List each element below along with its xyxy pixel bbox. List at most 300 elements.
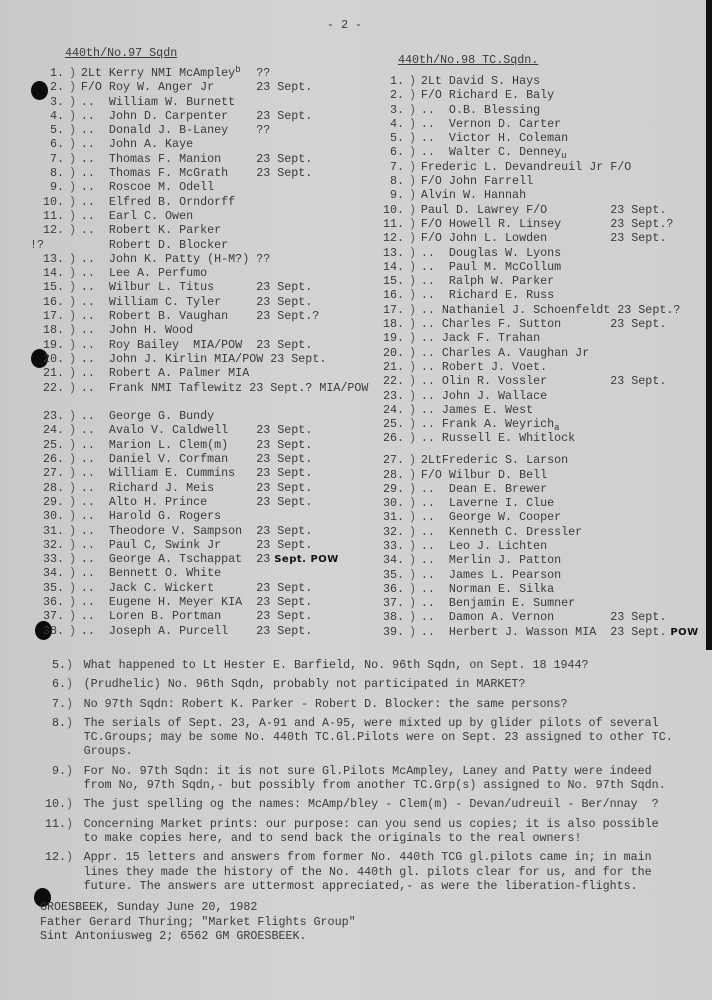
- pilot-row: [376, 346, 699, 360]
- pilot-row: [376, 174, 699, 188]
- pilot-name: [421, 103, 610, 117]
- pilot-row: [376, 203, 699, 217]
- pilot-name-text: .. Herbert J. Wasson MIA: [420, 624, 597, 639]
- pilot-name-text: .. O.B. Blessing: [420, 102, 541, 117]
- row-number: 16.: [383, 288, 405, 303]
- row-number: 24.: [43, 423, 65, 438]
- pilot-name-text: .. John D. Carpenter: [80, 108, 229, 123]
- row-number: 12.: [43, 223, 65, 238]
- pilot-row: [376, 374, 699, 388]
- pilot-name-text: F/O John Farrell: [420, 174, 534, 189]
- pilot-row: [36, 595, 339, 609]
- pilot-row: [376, 117, 699, 131]
- row-number: 21.: [383, 359, 405, 374]
- row-number: 13.: [383, 245, 405, 260]
- pilot-row: [376, 625, 699, 639]
- pilot-row: [376, 131, 699, 145]
- row-number: 34.: [383, 553, 405, 568]
- pilot-name-text: .. Jack F. Trahan: [420, 331, 541, 346]
- bracket: ): [408, 496, 416, 511]
- row-number: 30.: [383, 496, 405, 511]
- mission-date: 23 Sept.: [256, 494, 313, 509]
- pilot-name-text: .. Nathaniel J. Schoenfeldt 23 Sept.?: [420, 302, 681, 317]
- pilot-name: [421, 468, 610, 482]
- pilot-row: [36, 309, 339, 323]
- pilot-name-text: .. John J. Wallace: [420, 388, 548, 403]
- left-column-title: 440th/No.97 Sqdn: [65, 46, 178, 60]
- pilot-row: [376, 453, 699, 467]
- note-number: 10.: [45, 797, 67, 812]
- row-number: 16.: [43, 294, 65, 309]
- row-number: 2.: [50, 80, 65, 95]
- bracket: ): [408, 481, 416, 496]
- pilot-name-text: 2Lt David S. Hays: [420, 74, 541, 88]
- pilot-name-text: .. George A. Tschappat: [80, 552, 243, 567]
- pilot-name: [81, 238, 256, 252]
- mission-date: 23 Sept.: [256, 337, 313, 352]
- pilot-row: [36, 223, 339, 237]
- bracket: ): [408, 417, 416, 432]
- bracket: ): [408, 259, 416, 274]
- pilot-row: [36, 95, 339, 109]
- bracket: ): [68, 108, 76, 123]
- row-number: 28.: [43, 480, 65, 495]
- note-item: [38, 817, 673, 846]
- bracket: ): [408, 345, 416, 360]
- row-number: 3.: [50, 94, 65, 109]
- mission-date: 23 Sept.: [610, 624, 667, 639]
- bracket: ): [408, 553, 416, 568]
- row-number: 17.: [43, 309, 65, 324]
- note-item: [38, 677, 673, 691]
- pilot-row: [376, 510, 699, 524]
- row-number: 26.: [43, 452, 65, 467]
- row-number: 5.: [390, 131, 405, 146]
- signature-block: [40, 900, 356, 944]
- bracket: ): [66, 677, 74, 692]
- bracket: ): [68, 323, 76, 338]
- pilot-name: [81, 409, 256, 423]
- note-line: TC.Groups; may be some No. 440th TC.Gl.Pilots were on Sept. 23 assigned to other TC.: [83, 730, 673, 745]
- pilot-row: [36, 195, 339, 209]
- bracket: ): [408, 374, 416, 389]
- pilot-row: [36, 137, 339, 151]
- bracket: ): [408, 188, 416, 203]
- pilot-name-text: .. Frank NMI Taflewitz 23 Sept.? MIA/POW: [80, 380, 369, 395]
- pilot-name-text: .. Harold G. Rogers: [80, 509, 222, 524]
- pilot-name-text: .. Daniel V. Corfman: [80, 452, 229, 467]
- row-number: 2.: [390, 88, 405, 103]
- pilot-row: [376, 74, 699, 88]
- sender-address: Sint Antoniusweg 2; 6562 GM GROESBEEK.: [40, 929, 307, 943]
- pilot-name-text: .. Robert K. Parker: [80, 223, 222, 238]
- note-line: Groups.: [83, 744, 133, 759]
- bracket: ): [408, 245, 416, 260]
- row-number: 19.: [383, 331, 405, 346]
- row-number: 26.: [383, 431, 405, 446]
- pilot-name-text: .. Douglas W. Lyons: [420, 245, 562, 260]
- row-number: 33.: [43, 552, 65, 567]
- pilot-name: [421, 274, 610, 288]
- pilot-name-text: .. Paul C, Swink Jr: [80, 537, 222, 552]
- bracket: ): [68, 609, 76, 624]
- mission-date: 23 Sept.: [610, 202, 667, 217]
- mission-date: 23 Sept.?: [610, 216, 674, 231]
- pilot-name: [421, 331, 610, 345]
- row-number: 10.: [383, 202, 405, 217]
- bracket: ): [408, 467, 416, 482]
- pilot-name-text: .. John J. Kirlin MIA/POW 23 Sept.: [80, 351, 327, 366]
- pilot-name: [81, 80, 256, 94]
- pilot-name: [421, 389, 610, 403]
- bracket: ): [408, 581, 416, 596]
- note-line: For No. 97th Sqdn: it is not sure Gl.Pilots McAmpley, Laney and Patty were indeed: [83, 763, 652, 778]
- bracket: ): [68, 294, 76, 309]
- bracket: ): [68, 223, 76, 238]
- bracket: ): [408, 359, 416, 374]
- pilot-name-text: .. Richard J. Meis: [80, 480, 215, 495]
- pilot-row: [376, 553, 699, 567]
- row-number: 18.: [383, 317, 405, 332]
- bracket: ): [68, 452, 76, 467]
- mission-date: 23 Sept.: [256, 80, 313, 95]
- bracket: ): [68, 280, 76, 295]
- pilot-row: [36, 280, 339, 294]
- note-text: [84, 850, 652, 893]
- mission-date: 23 Sept.: [256, 580, 313, 595]
- row-number: 7.: [390, 159, 405, 174]
- pilot-row: [376, 582, 699, 596]
- bracket: ): [66, 850, 74, 865]
- row-number: 6.: [50, 137, 65, 152]
- pilot-name: [81, 366, 256, 380]
- pilot-name-text: .. Dean E. Brewer: [420, 481, 548, 496]
- row-number: 30.: [43, 509, 65, 524]
- bracket: ): [408, 159, 416, 174]
- pilot-row: [36, 438, 339, 452]
- bracket: ): [408, 567, 416, 582]
- pilot-name: [81, 109, 256, 123]
- bracket: ): [68, 566, 76, 581]
- pilot-row: [36, 609, 339, 623]
- pilot-name-text: .. Elfred B. Orndorff: [80, 194, 236, 209]
- pilot-row: [376, 303, 699, 317]
- pilot-name: [420, 302, 681, 317]
- pilot-row: [36, 481, 339, 495]
- note-item: [38, 658, 673, 672]
- pilot-name-text: .. George G. Bundy: [80, 409, 215, 424]
- pilot-name: [421, 288, 610, 302]
- bracket: ): [408, 317, 416, 332]
- pilot-row: [376, 188, 699, 202]
- pilot-name: [421, 582, 610, 596]
- bracket: ): [68, 480, 76, 495]
- bracket: ): [68, 523, 76, 538]
- pilot-name: [81, 581, 256, 595]
- bracket: ): [68, 94, 76, 109]
- pilot-row: [376, 568, 699, 582]
- pilot-name: [421, 360, 610, 374]
- bracket: ): [68, 366, 76, 381]
- note-line: The serials of Sept. 23, A-91 and A-95, were mixted up by glider pilots of several: [83, 715, 659, 730]
- bracket: ): [68, 351, 76, 366]
- pilot-name-text: .. Charles F. Sutton: [420, 317, 562, 332]
- bracket: ): [408, 145, 416, 160]
- pilot-name-text: .. Lee A. Perfumo: [80, 266, 208, 281]
- pilot-row: [36, 466, 339, 480]
- row-number: 7.: [50, 151, 65, 166]
- mission-date: ??: [256, 66, 271, 80]
- pilot-name-text: Paul D. Lawrey F/O: [420, 202, 548, 217]
- bracket: ): [68, 423, 76, 438]
- pilot-row: [376, 360, 699, 374]
- pilot-name-text: F/O Wilbur D. Bell: [420, 467, 548, 482]
- pilot-name-text: .. John K. Patty (H-M?) ??: [80, 251, 271, 266]
- pilot-name: [81, 438, 256, 452]
- pilot-name-text: .. Victor H. Coleman: [420, 131, 569, 146]
- row-number: 4.: [50, 108, 65, 123]
- bracket: ): [408, 596, 416, 611]
- mission-date: 23 Sept.: [256, 166, 313, 181]
- pilot-name: [421, 217, 610, 231]
- bracket: ): [408, 202, 416, 217]
- note-text: [84, 817, 659, 846]
- pilot-name-text: .. James L. Pearson: [420, 567, 562, 582]
- pilot-name: [421, 131, 610, 145]
- correction-mark: u: [561, 151, 567, 162]
- pilot-row: [376, 103, 699, 117]
- row-number: 31.: [43, 523, 65, 538]
- pilot-name: [81, 166, 256, 180]
- note-number: 5.: [52, 658, 67, 672]
- bracket: ): [408, 302, 416, 317]
- mission-date: 23 Sept.: [256, 480, 313, 495]
- pilot-row: [36, 352, 339, 366]
- row-number: 35.: [383, 567, 405, 582]
- pilot-row: [376, 288, 699, 302]
- pilot-name: [421, 374, 610, 388]
- pilot-name: [81, 524, 256, 538]
- pilot-name: [81, 137, 256, 151]
- bracket: ): [66, 797, 74, 812]
- pilot-row: [36, 166, 339, 180]
- row-number: 37.: [383, 596, 405, 611]
- pilot-name: [80, 351, 327, 366]
- pilot-row: [376, 417, 699, 434]
- bracket: ): [68, 137, 76, 152]
- note-text: [84, 716, 673, 759]
- pilot-name-text: .. Roscoe M. Odell: [80, 180, 215, 195]
- pilot-name-text: 2Lt Kerry NMI McAmpley: [80, 66, 236, 80]
- mission-date: 23 Sept.: [610, 317, 667, 332]
- row-number: 28.: [383, 467, 405, 482]
- questions-list: [38, 658, 673, 898]
- pilot-name: [421, 610, 610, 624]
- pilot-row: [36, 180, 339, 194]
- pilot-name-text: .. Jack C. Wickert: [80, 580, 215, 595]
- note-text: [84, 697, 568, 711]
- pilot-name: [81, 481, 256, 495]
- bracket: ): [408, 174, 416, 189]
- bracket: ): [408, 288, 416, 303]
- pilot-name-text: F/O Richard E. Baly: [420, 88, 555, 103]
- pilot-name-text: Robert D. Blocker: [80, 237, 229, 252]
- row-number: 32.: [43, 537, 65, 552]
- pilot-row: [36, 581, 339, 595]
- right-column-title: 440th/No.98 TC.Sqdn.: [398, 53, 539, 67]
- pilot-name: [421, 496, 610, 510]
- pilot-row: [36, 624, 339, 638]
- bracket: ): [408, 539, 416, 553]
- pilot-name: [81, 495, 256, 509]
- pilot-name-text: .. Benjamin E. Sumner: [420, 596, 576, 611]
- row-number: 22.: [43, 380, 65, 395]
- pilot-row: [376, 246, 699, 260]
- pilot-row: [36, 538, 339, 552]
- note-line: Appr. 15 letters and answers from former No. 440th TCG gl.pilots came in; in main: [83, 850, 652, 865]
- pilot-name: [81, 152, 256, 166]
- bracket: ): [66, 658, 74, 672]
- bracket: ): [68, 208, 76, 223]
- pilot-name: [421, 482, 610, 496]
- row-number: 17.: [383, 302, 405, 317]
- bracket: ): [68, 166, 76, 181]
- pilot-name: [421, 525, 610, 539]
- pilot-name: [81, 466, 256, 480]
- pilot-row: [376, 482, 699, 496]
- bracket: ): [68, 437, 76, 452]
- mission-date: 23: [256, 552, 271, 567]
- bracket: ): [408, 453, 416, 468]
- note-line: future. The answers are uttermost appreciated,- as were the liberation-flights.: [83, 878, 638, 893]
- pilot-name-text: .. John H. Wood: [80, 323, 194, 338]
- pilot-name: [421, 317, 610, 331]
- note-line: from No, 97th Sqdn,- but possibly from another TC.Grp(s) assigned to No. 97th Sqdn.: [83, 778, 666, 793]
- pilot-row: [36, 566, 339, 580]
- scan-edge: [706, 0, 712, 650]
- note-item: [38, 716, 673, 759]
- pilot-name-text: .. Frank A. Weyrich: [420, 417, 555, 432]
- note-item: [38, 850, 673, 893]
- pilot-name-text: .. Richard E. Russ: [420, 288, 555, 303]
- pilot-name-text: .. Vernon D. Carter: [420, 116, 562, 131]
- pilot-name-text: .. John A. Kaye: [80, 137, 194, 152]
- row-number: 36.: [383, 581, 405, 596]
- pilot-name-text: F/O Roy W. Anger Jr: [80, 80, 215, 95]
- row-number: 9.: [50, 180, 65, 195]
- pilot-name: [421, 453, 610, 467]
- bracket: ): [68, 151, 76, 166]
- pilot-row: [376, 403, 699, 417]
- row-number: 33.: [383, 539, 405, 553]
- bracket: ): [408, 231, 416, 246]
- note-text: [84, 658, 589, 672]
- pilot-name: [81, 552, 256, 566]
- note-item: [38, 797, 673, 811]
- pilot-name-text: .. Theodore V. Sampson: [80, 523, 243, 538]
- sender-name: Father Gerard Thuring; "Market Flights Group": [40, 914, 356, 929]
- pilot-row: [36, 123, 339, 137]
- row-number: 39.: [383, 624, 405, 639]
- pilot-row: [36, 80, 339, 94]
- bracket: ): [408, 510, 416, 525]
- pilot-name-text: .. William W. Burnett: [80, 94, 236, 109]
- pilot-name-text: F/O Howell R. Linsey: [420, 216, 562, 231]
- note-line: (Prudhelic) No. 96th Sqdn, probably not participated in MARKET?: [83, 677, 526, 692]
- note-item: [38, 764, 673, 793]
- mission-date: 23 Sept.: [256, 437, 313, 452]
- pilot-name: [420, 145, 610, 162]
- pilot-row: [376, 389, 699, 403]
- pilot-row: [376, 539, 699, 553]
- bracket: ): [68, 537, 76, 552]
- mission-date: 23 Sept.: [256, 151, 313, 166]
- pilot-row: [376, 231, 699, 245]
- pilot-row: [36, 552, 339, 566]
- pilot-name: [81, 95, 256, 109]
- pilot-name-text: .. Donald J. B-Laney: [80, 123, 229, 138]
- pilot-name: [81, 66, 256, 80]
- pilot-row: [376, 610, 699, 624]
- row-number: 25.: [43, 437, 65, 452]
- note-number: 7.: [52, 696, 67, 711]
- row-number: 38.: [43, 623, 65, 638]
- pilot-name: [80, 380, 369, 395]
- bracket: ): [68, 466, 76, 481]
- row-number: 6.: [390, 145, 405, 160]
- pilot-name: [421, 403, 610, 417]
- pilot-name: [421, 553, 610, 567]
- pilot-name-text: .. Laverne I. Clue: [420, 496, 555, 511]
- pilot-name: [421, 174, 610, 188]
- row-number: 32.: [383, 524, 405, 539]
- row-number: 36.: [43, 594, 65, 609]
- pilot-name: [81, 123, 256, 137]
- note-number: 11.: [45, 816, 67, 831]
- pilot-name-text: .. Kenneth C. Dressler: [420, 524, 583, 539]
- pilot-name-text: .. Robert B. Vaughan: [80, 309, 229, 324]
- bracket: ): [68, 309, 76, 324]
- mission-date: 23 Sept.?: [256, 309, 320, 324]
- bracket: ): [68, 580, 76, 595]
- bracket: ): [68, 509, 76, 524]
- row-number: 5.: [50, 123, 65, 138]
- pilot-name-text: F/O John L. Lowden: [420, 231, 548, 246]
- note-line: What happened to Lt Hester E. Barfield, No. 96th Sqdn, on Sept. 18 1944?: [83, 658, 589, 672]
- pilot-name: [421, 625, 610, 639]
- pilot-name: [81, 566, 256, 580]
- bracket: ): [68, 380, 76, 395]
- bracket: ): [408, 74, 416, 88]
- mission-date: 23 Sept.: [610, 231, 667, 246]
- correction-mark: b: [235, 65, 241, 75]
- bracket: ): [408, 216, 416, 231]
- note-line: lines they made the history of the No. 440th gl. pilots clear for us, and for the: [83, 864, 652, 879]
- bracket: ): [408, 431, 416, 446]
- bracket: ): [68, 337, 76, 352]
- row-number: 29.: [383, 481, 405, 496]
- pilot-row: [376, 468, 699, 482]
- bracket: ): [68, 123, 76, 138]
- pilot-name: [421, 231, 610, 245]
- pilot-row: [36, 323, 339, 337]
- pilot-name: [81, 452, 256, 466]
- pilot-row: [36, 509, 339, 523]
- mission-date: 23 Sept.: [256, 280, 313, 295]
- bracket: ): [68, 66, 76, 80]
- bracket: ): [408, 388, 416, 403]
- row-number: 35.: [43, 580, 65, 595]
